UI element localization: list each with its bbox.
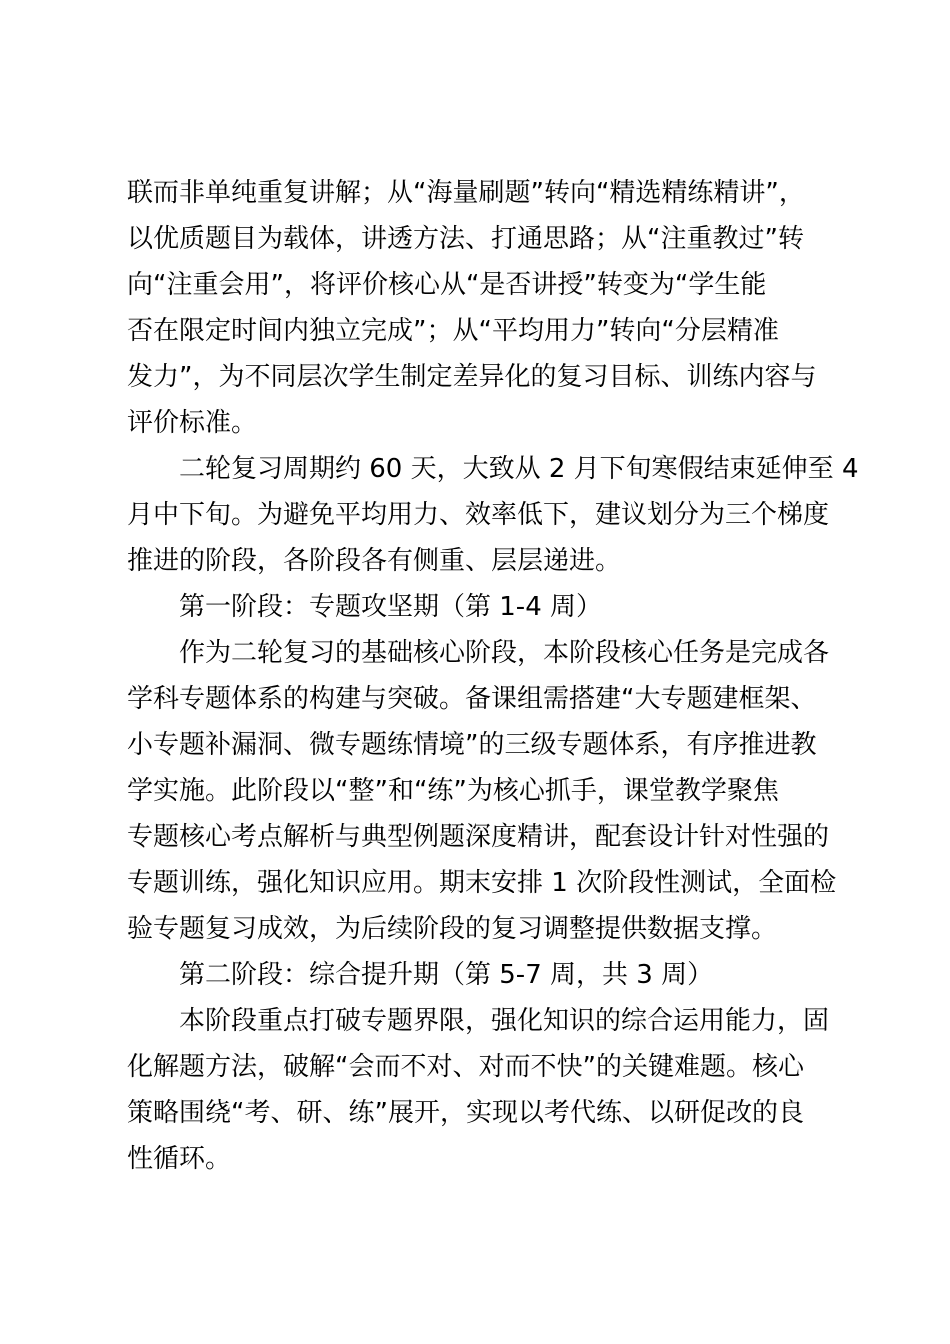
text-line: 以优质题目为载体，讲透方法、打通思路；从“注重教过”转 bbox=[127, 224, 804, 254]
text-line: 学科专题体系的构建与突破。备课组需搭建“大专题建框架、 bbox=[127, 684, 817, 714]
text-line: 策略围绕“考、研、练”展开，实现以考代练、以研促改的良 bbox=[127, 1098, 804, 1128]
section-heading-stage-two: 第二阶段：综合提升期（第 5-7 周，共 3 周） bbox=[179, 960, 714, 990]
paragraph-start-line: 本阶段重点打破专题界限，强化知识的综合运用能力，固 bbox=[179, 1006, 830, 1036]
paragraph-start-line: 作为二轮复习的基础核心阶段，本阶段核心任务是完成各 bbox=[179, 638, 830, 668]
text-line: 专题核心考点解析与典型例题深度精讲，配套设计针对性强的 bbox=[127, 822, 830, 852]
text-line: 月中下旬。为避免平均用力、效率低下，建议划分为三个梯度 bbox=[127, 500, 830, 530]
text-line: 化解题方法，破解“会而不对、对而不快”的关键难题。核心 bbox=[127, 1052, 804, 1082]
text-line: 学实施。此阶段以“整”和“练”为核心抓手，课堂教学聚焦 bbox=[127, 776, 779, 806]
paragraph-start-line: 二轮复习周期约 60 天，大致从 2 月下旬寒假结束延伸至 4 bbox=[179, 454, 859, 484]
text-line: 推进的阶段，各阶段各有侧重、层层递进。 bbox=[127, 546, 622, 576]
text-line: 否在限定时间内独立完成”；从“平均用力”转向“分层精准 bbox=[127, 316, 779, 346]
text-line: 向“注重会用”，将评价核心从“是否讲授”转变为“学生能 bbox=[127, 270, 767, 300]
text-line: 评价标准。 bbox=[127, 408, 258, 438]
text-line: 发力”，为不同层次学生制定差异化的复习目标、训练内容与 bbox=[127, 362, 817, 392]
section-heading-stage-one: 第一阶段：专题攻坚期（第 1-4 周） bbox=[179, 592, 602, 622]
text-line: 验专题复习成效，为后续阶段的复习调整提供数据支撑。 bbox=[127, 914, 778, 944]
text-line: 专题训练，强化知识应用。期末安排 1 次阶段性测试，全面检 bbox=[127, 868, 837, 898]
text-line: 联而非单纯重复讲解；从“海量刷题”转向“精选精练精讲”， bbox=[127, 178, 805, 208]
text-line: 小专题补漏洞、微专题练情境”的三级专题体系，有序推进教 bbox=[127, 730, 817, 760]
text-line: 性循环。 bbox=[127, 1144, 232, 1174]
document-body bbox=[127, 170, 859, 1182]
